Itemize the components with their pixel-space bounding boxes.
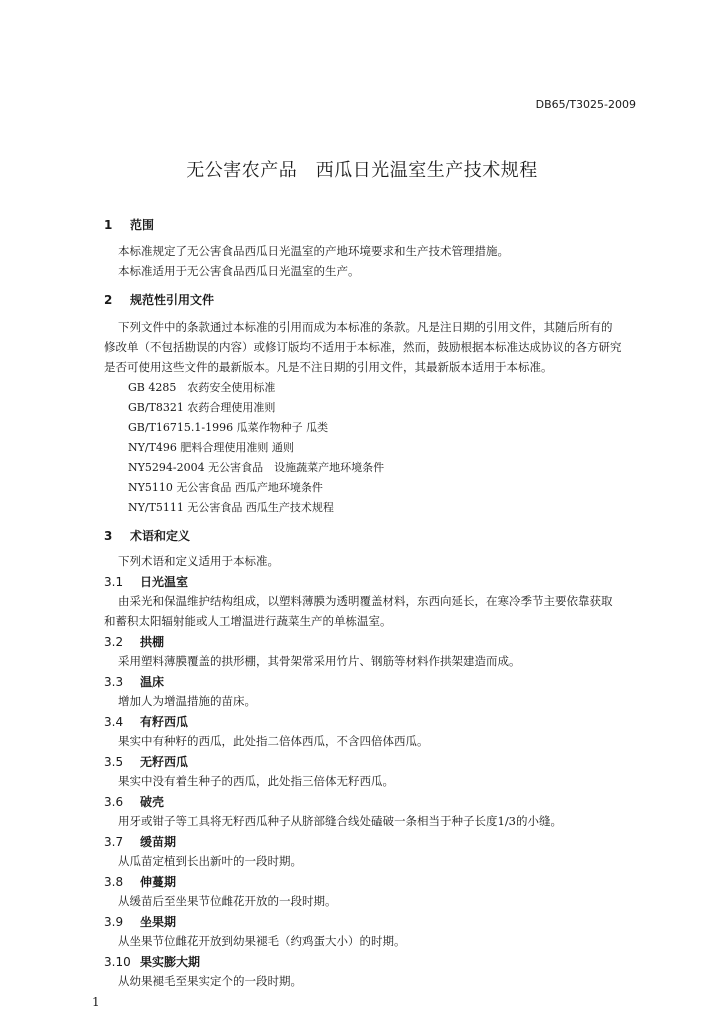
paragraph-line: 下列文件中的条款通过本标准的引用而成为本标准的条款。凡是注日期的引用文件，其随后所有的 <box>118 320 613 334</box>
section-title: 术语和定义 <box>130 529 191 543</box>
term-name: 拱棚 <box>140 635 165 649</box>
section-number: 3 <box>104 529 113 543</box>
reference-item: GB/T16715.1-1996 瓜菜作物种子 瓜类 <box>128 421 329 434</box>
paragraph: 下列术语和定义适用于本标准。 <box>118 554 279 568</box>
page-number: 1 <box>92 995 100 1009</box>
reference-item: NY5294-2004 无公害食品 设施蔬菜产地环境条件 <box>128 461 385 474</box>
term-name: 伸蔓期 <box>140 875 177 889</box>
term-definition: 和蓄积太阳辐射能或人工增温进行蔬菜生产的单栋温室。 <box>104 614 392 628</box>
term-definition: 从幼果褪毛至果实定个的一段时期。 <box>118 974 302 988</box>
term-heading <box>104 633 164 650</box>
section-1-heading <box>104 216 154 233</box>
term-definition: 从缓苗后至坐果节位雌花开放的一段时期。 <box>118 894 337 908</box>
reference-item: NY/T496 肥料合理使用准则 通则 <box>128 441 294 454</box>
paragraph: 本标准规定了无公害食品西瓜日光温室的产地环境要求和生产技术管理措施。 <box>118 244 509 258</box>
term-definition: 用牙或钳子等工具将无籽西瓜种子从脐部缝合线处磕破一条相当于种子长度1/3的小缝。 <box>118 814 563 828</box>
section-title: 规范性引用文件 <box>130 293 215 307</box>
term-number: 3.2 <box>104 635 124 649</box>
term-name: 缓苗期 <box>140 835 177 849</box>
term-definition: 从瓜苗定植到长出新叶的一段时期。 <box>118 854 302 868</box>
reference-item: GB/T8321 农药合理使用准则 <box>128 401 276 414</box>
term-heading <box>104 953 200 970</box>
term-number: 3.9 <box>104 915 124 929</box>
term-definition: 采用塑料薄膜覆盖的拱形棚，其骨架常采用竹片、钢筋等材料作拱架建造而成。 <box>118 654 521 668</box>
section-3-heading <box>104 527 190 544</box>
section-title: 范围 <box>130 218 155 232</box>
term-name: 破壳 <box>140 795 165 809</box>
term-heading <box>104 793 164 810</box>
term-definition: 果实中没有着生种子的西瓜，此处指三倍体无籽西瓜。 <box>118 774 394 788</box>
term-heading <box>104 873 176 890</box>
term-definition: 果实中有种籽的西瓜，此处指二倍体西瓜，不含四倍体西瓜。 <box>118 734 429 748</box>
term-number: 3.4 <box>104 715 124 729</box>
term-heading <box>104 913 176 930</box>
term-definition: 从坐果节位雌花开放到幼果褪毛（约鸡蛋大小）的时期。 <box>118 934 406 948</box>
term-number: 3.3 <box>104 675 124 689</box>
term-heading <box>104 673 164 690</box>
term-number: 3.7 <box>104 835 124 849</box>
reference-item: GB 4285 农药安全使用标准 <box>128 381 276 394</box>
section-number: 1 <box>104 218 113 232</box>
term-heading <box>104 753 188 770</box>
term-name: 日光温室 <box>140 575 189 589</box>
paragraph-line: 修改单（不包括勘误的内容）或修订版均不适用于本标准，然而，鼓励根据本标准达成协议的各方研究 <box>104 340 622 354</box>
term-name: 温床 <box>140 675 165 689</box>
paragraph: 本标准适用于无公害食品西瓜日光温室的生产。 <box>118 264 360 278</box>
term-name: 果实膨大期 <box>140 955 201 969</box>
term-number: 3.6 <box>104 795 124 809</box>
term-number: 3.8 <box>104 875 124 889</box>
section-number: 2 <box>104 293 113 307</box>
term-definition: 增加人为增温措施的苗床。 <box>118 694 256 708</box>
document-title: 无公害农产品 西瓜日光温室生产技术规程 <box>186 160 538 181</box>
term-number: 3.1 <box>104 575 124 589</box>
term-heading <box>104 713 188 730</box>
reference-item: NY/T5111 无公害食品 西瓜生产技术规程 <box>128 501 334 514</box>
term-name: 有籽西瓜 <box>140 715 189 729</box>
standard-code: DB65/T3025-2009 <box>535 98 636 111</box>
term-name: 无籽西瓜 <box>140 755 189 769</box>
term-name: 坐果期 <box>140 915 177 929</box>
term-number: 3.5 <box>104 755 124 769</box>
term-definition: 由采光和保温维护结构组成，以塑料薄膜为透明覆盖材料，东西向延长，在寒冷季节主要依靠获取 <box>118 594 613 608</box>
reference-item: NY5110 无公害食品 西瓜产地环境条件 <box>128 481 323 494</box>
term-heading <box>104 573 188 590</box>
term-number: 3.10 <box>104 955 131 969</box>
term-heading <box>104 833 176 850</box>
paragraph-line: 是否可使用这些文件的最新版本。凡是不注日期的引用文件，其最新版本适用于本标准。 <box>104 360 553 374</box>
section-2-heading <box>104 291 214 308</box>
